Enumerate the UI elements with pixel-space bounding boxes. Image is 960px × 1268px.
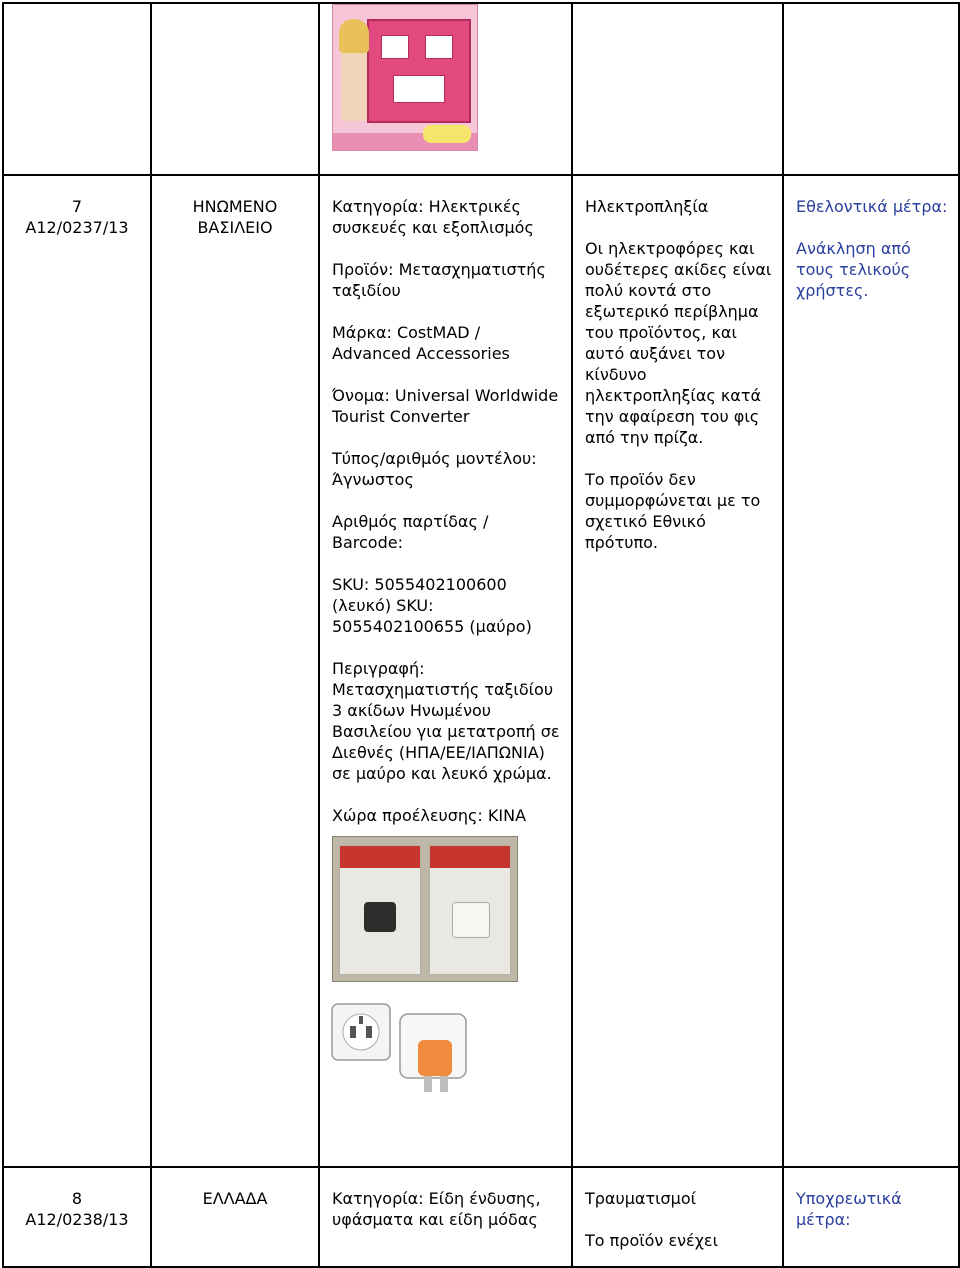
product-name: Όνομα: Universal Worldwide Tourist Converter xyxy=(332,386,559,426)
risk-cell xyxy=(572,175,783,1167)
measures-title: Εθελοντικά μέτρα: xyxy=(796,197,948,216)
prev-risk-cell xyxy=(572,3,783,175)
prev-number-cell xyxy=(3,3,151,175)
number-cell xyxy=(3,1167,151,1267)
rapex-table xyxy=(2,2,960,1268)
country-cell xyxy=(151,1167,319,1267)
product-model: Τύπος/αριθμός μοντέλου: Άγνωστος xyxy=(332,449,537,489)
product-brand: Μάρκα: CostMAD / Advanced Accessories xyxy=(332,323,510,363)
product-sku: SKU: 5055402100600 (λευκό) SKU: 5055402100655 (μαύρο) xyxy=(332,575,532,636)
risk-type: Τραυματισμοί xyxy=(585,1189,697,1208)
table-row xyxy=(3,1167,959,1267)
adapter-product-photo xyxy=(326,988,476,1098)
product-category: Κατηγορία: Είδη ένδυσης, υφάσματα και είδη μόδας xyxy=(332,1189,541,1229)
risk-cell xyxy=(572,1167,783,1267)
country-cell xyxy=(151,175,319,1167)
toy-kitchen-photo xyxy=(332,4,478,151)
product-type: Προϊόν: Μετασχηματιστής ταξιδίου xyxy=(332,260,546,300)
prev-measures-cell xyxy=(783,3,959,175)
adapter-packages-photo xyxy=(332,836,518,982)
reference-code: A12/0237/13 xyxy=(25,218,129,237)
row-number: 8 xyxy=(71,1189,83,1208)
reference-code: A12/0238/13 xyxy=(25,1210,129,1229)
measures-cell xyxy=(783,1167,959,1267)
risk-description: Το προϊόν ενέχει xyxy=(585,1231,718,1250)
risk-type: Ηλεκτροπληξία xyxy=(585,197,709,216)
risk-compliance: Το προϊόν δεν συμμορφώνεται με το σχετικό Εθνικό πρότυπο. xyxy=(585,470,761,552)
number-cell xyxy=(3,175,151,1167)
prev-product-cell xyxy=(319,3,572,175)
product-category: Κατηγορία: Ηλεκτρικές συσκευές και εξοπλισμός xyxy=(332,197,534,237)
risk-description: Οι ηλεκτροφόρες και ουδέτερες ακίδες είναι πολύ κοντά στο εξωτερικό περίβλημα του προϊόντος, και αυτό αυξάνει τον κίνδυνο ηλεκτροπληξίας κατά την αφαίρεση του φις από την πρίζα. xyxy=(585,239,772,447)
product-cell xyxy=(319,1167,572,1267)
previous-row xyxy=(3,3,959,175)
product-origin: Χώρα προέλευσης: ΚΙΝΑ xyxy=(332,806,527,825)
row-number: 7 xyxy=(71,197,83,216)
notifying-country: ΗΝΩΜΕΝΟ ΒΑΣΙΛΕΙΟ xyxy=(192,197,278,237)
measures-cell xyxy=(783,175,959,1167)
product-description: Περιγραφή: Μετασχηματιστής ταξιδίου 3 ακίδων Ηνωμένου Βασιλείου για μετατροπή σε Διεθνές (ΗΠΑ/ΕΕ/ΙΑΠΩΝΙΑ) σε μαύρο και λευκό χρώμα. xyxy=(332,659,560,783)
product-batch: Αριθμός παρτίδας / Barcode: xyxy=(332,512,489,552)
measures-text: Ανάκληση από τους τελικούς χρήστες. xyxy=(796,239,911,300)
product-cell xyxy=(319,175,572,1167)
prev-country-cell xyxy=(151,3,319,175)
measures-title: Υποχρεωτικά μέτρα: xyxy=(796,1189,902,1229)
notifying-country: ΕΛΛΑΔΑ xyxy=(202,1189,268,1208)
table-row xyxy=(3,175,959,1167)
